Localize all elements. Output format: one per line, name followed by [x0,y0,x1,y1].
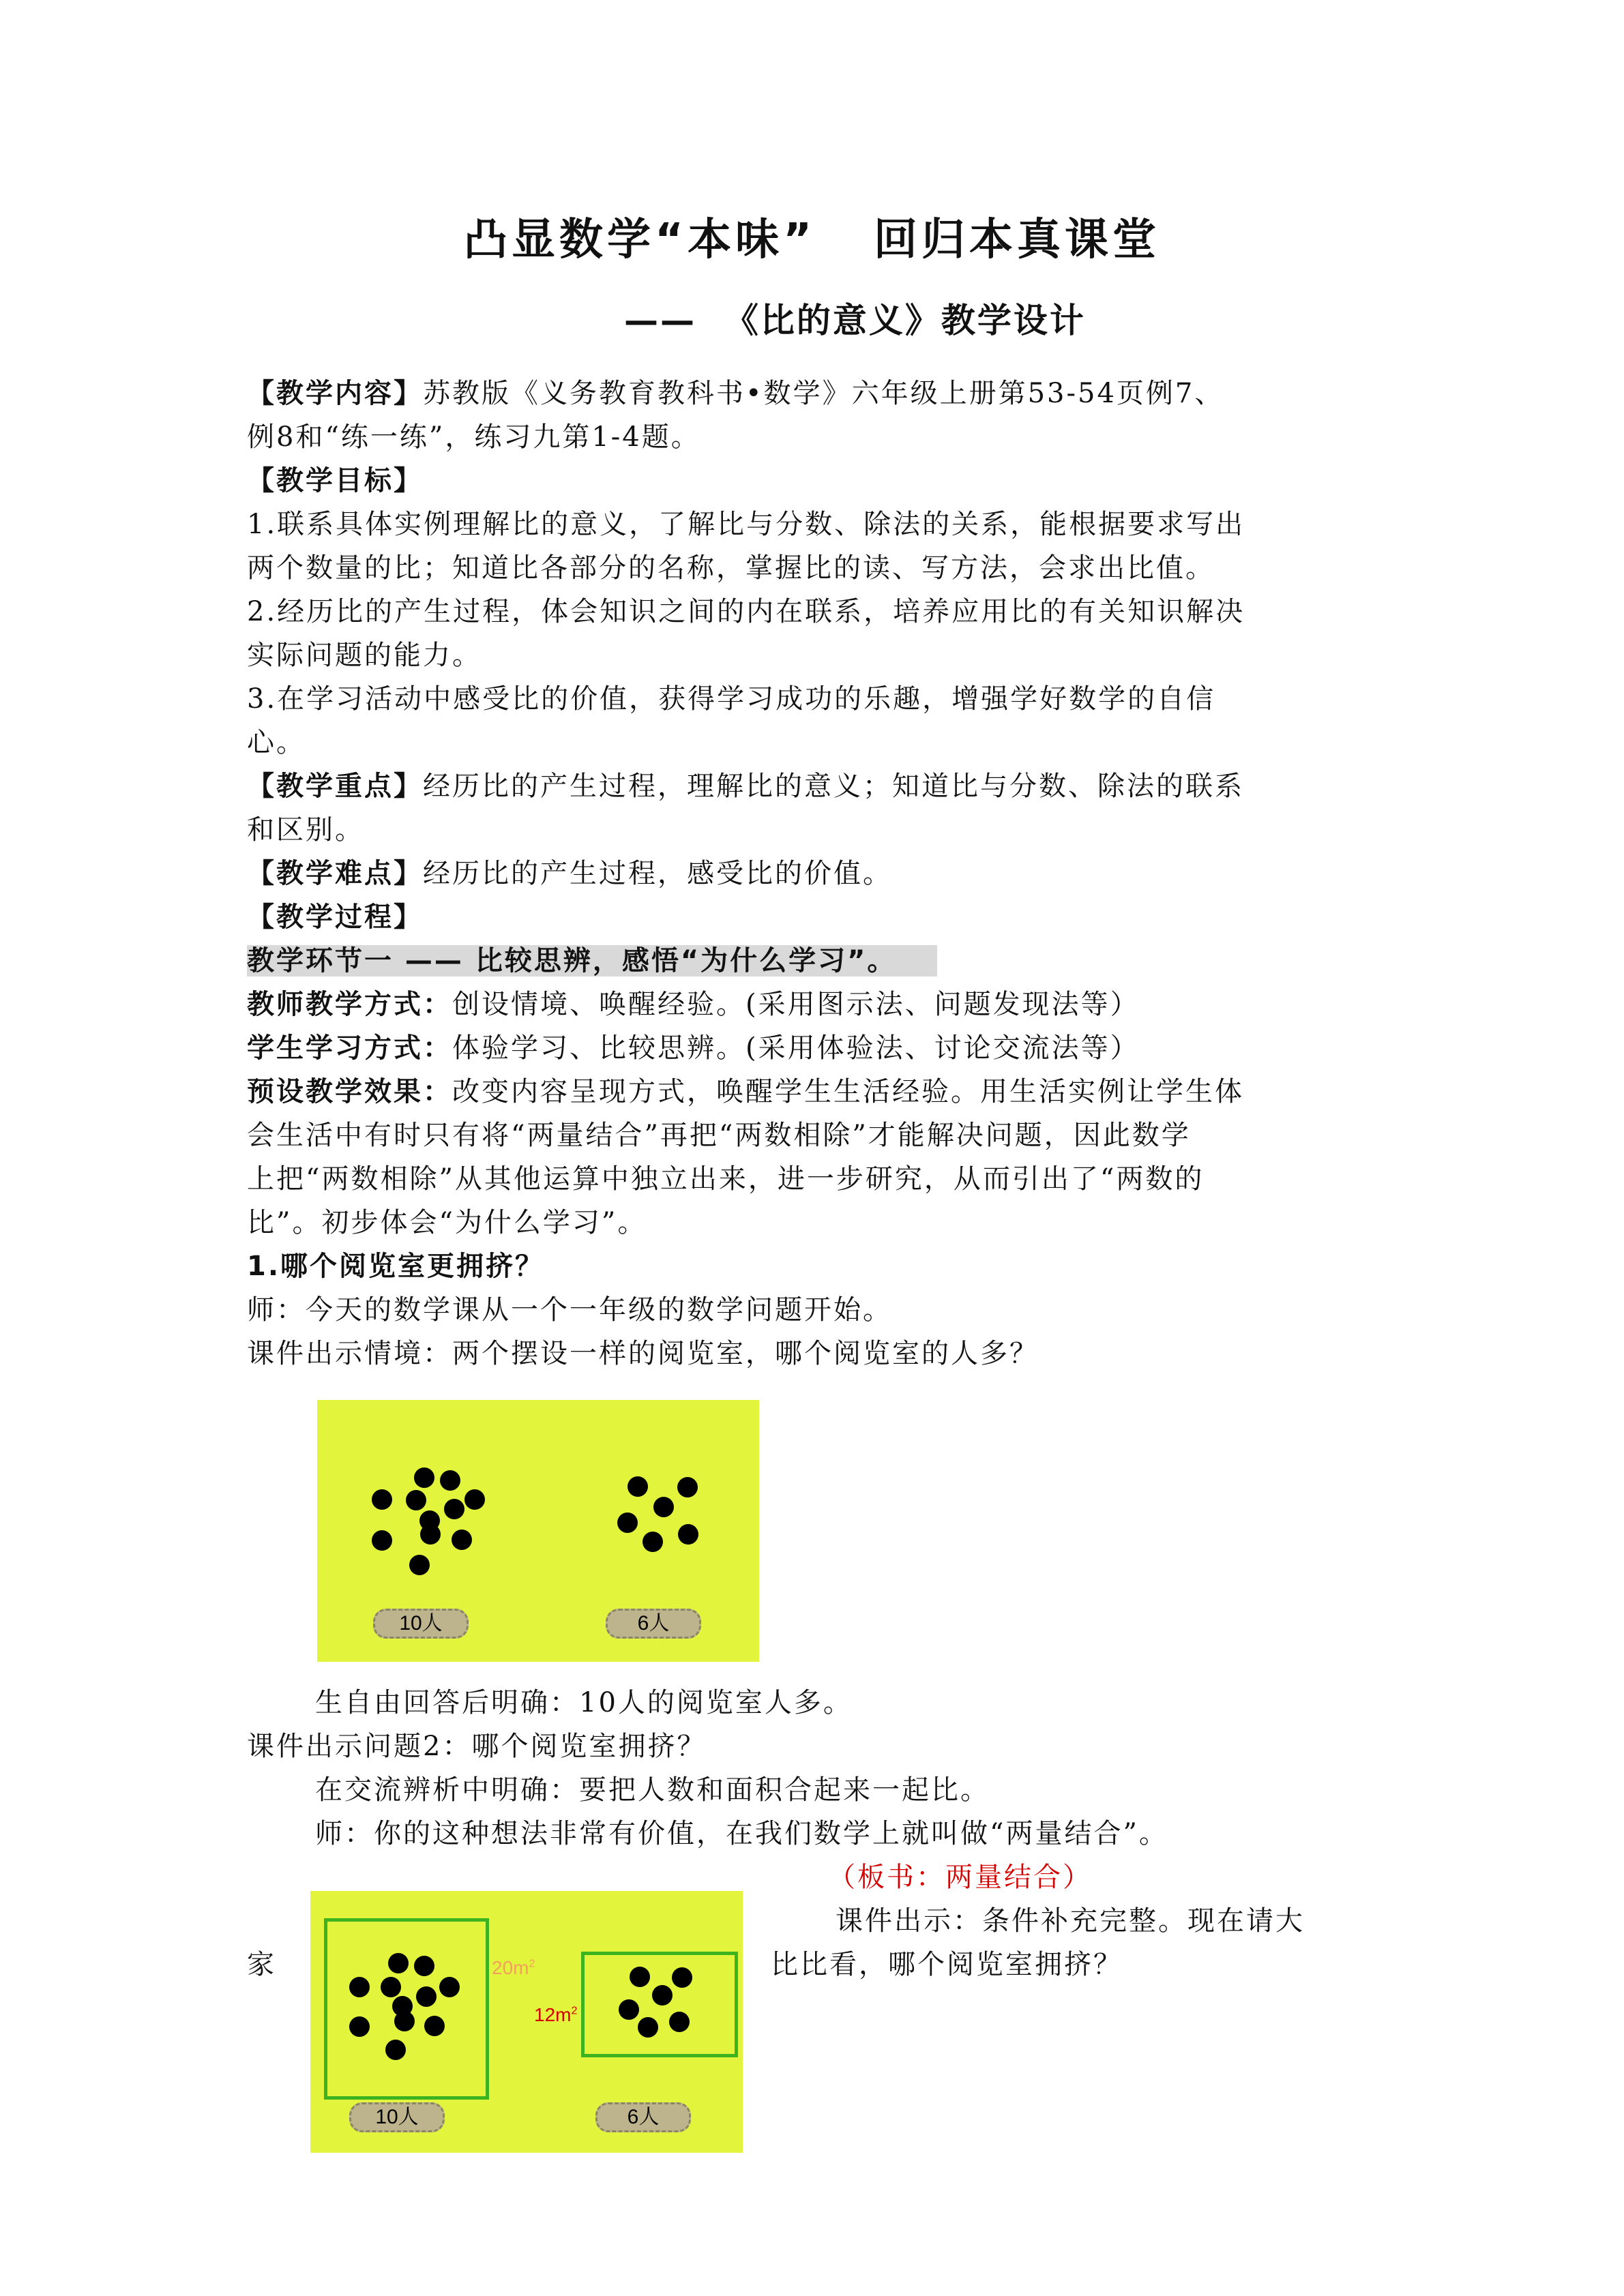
room-b-label: 6人 [606,1609,701,1639]
goal-2a: 2.经历比的产生过程，体会知识之间的内在联系，培养应用比的有关知识解决 [247,596,1245,627]
student-answer-line: 生自由回答后明确：10人的阅览室人多。 [315,1687,853,1718]
courseware-line-2-end: 家 [247,1949,276,1980]
person-dot [619,1999,639,2020]
key-line-2: 和区别。 [247,814,364,846]
content-line-2: 例8和“练一练”，练习九第1-4题。 [247,421,700,453]
content-line-1: 【教学内容】苏教版《义务教育教科书•数学》六年级上册第53-54页例7、 [247,378,1224,409]
discussion-line: 在交流辨析中明确：要把人数和面积合起来一起比。 [315,1774,990,1806]
page-subtitle: —— 《比的意义》教学设计 [624,301,1086,340]
figure-rooms-with-area [310,1891,743,2153]
teacher-line-2: 师：你的这种想法非常有价值，在我们数学上就叫做“两量结合”。 [315,1818,1168,1849]
courseware-line-1: 课件出示情境：两个摆设一样的阅览室，哪个阅览室的人多？ [247,1338,1039,1369]
room-a-area: $20m^2$ [492,1957,535,1978]
room-a-label: 10人 [349,2102,445,2132]
goal-3b: 心。 [247,727,306,758]
person-dot [444,1499,464,1519]
person-dot [388,1953,409,1973]
person-dot [439,1977,460,1997]
person-dot [424,2016,445,2036]
person-dot [464,1489,485,1510]
person-dot [617,1512,638,1533]
goal-1b: 两个数量的比；知道比各部分的名称，掌握比的读、写方法，会求出比值。 [247,552,1215,584]
key-label: 【教学重点】 [247,771,423,802]
effect-line-2: 会生活中有时只有将“两量结合”再把“两数相除”才能解决问题，因此数学 [247,1120,1191,1151]
person-dot [372,1489,392,1510]
stage-heading: 教学环节一 —— 比较思辨，感悟“为什么学习”。 [247,939,1365,983]
courseware-line-3: 比比看，哪个阅览室拥挤？ [771,1949,1123,1980]
person-dot [394,2011,415,2031]
teacher-line-1: 师：今天的数学课从一个一年级的数学问题开始。 [247,1294,892,1326]
room-b-area: $12m^2$ [534,2004,578,2025]
person-dot [638,2017,658,2038]
person-dot [678,1524,698,1545]
person-dot [643,1532,663,1552]
courseware-line-2: 课件出示：条件补充完整。现在请大 [836,1905,1305,1937]
person-dot [385,2040,406,2060]
board-note: （板书：两量结合） [828,1862,1092,1893]
person-dot [652,1985,673,2006]
person-dot [414,1956,434,1976]
content-label: 【教学内容】 [247,378,423,409]
person-dot [653,1497,674,1517]
question-1-heading: 1.哪个阅览室更拥挤？ [247,1251,545,1282]
figure-reading-rooms [317,1400,759,1662]
person-dot [349,1977,370,1997]
effect-line-4: 比”。初步体会“为什么学习”。 [247,1207,647,1238]
person-dot [414,1467,434,1488]
teacher-method: 教师教学方式：创设情境、唤醒经验。(采用图示法、问题发现法等） [247,989,1140,1020]
person-dot [409,1555,430,1575]
key-line-1: 【教学重点】经历比的产生过程，理解比的意义；知道比与分数、除法的联系 [247,771,1244,802]
person-dot [630,1967,650,1987]
process-label: 【教学过程】 [247,901,423,933]
room-a-label: 10人 [373,1609,469,1639]
person-dot [452,1530,472,1550]
person-dot [677,1477,698,1497]
difficulty-label: 【教学难点】 [247,858,423,889]
courseware-question-2: 课件出示问题2：哪个阅览室拥挤？ [247,1731,707,1762]
goal-label: 【教学目标】 [247,465,423,496]
person-dot [416,1986,437,2007]
goal-1a: 1.联系具体实例理解比的意义，了解比与分数、除法的关系，能根据要求写出 [247,509,1245,540]
person-dot [372,1530,392,1551]
person-dot [669,2012,690,2032]
goal-3a: 3.在学习活动中感受比的价值，获得学习成功的乐趣，增强学好数学的自信 [247,683,1216,715]
page-title: 凸显数学“本味” 回归本真课堂 [464,215,1160,265]
person-dot [628,1476,648,1497]
person-dot [349,2016,370,2037]
person-dot [381,1977,401,1997]
person-dot [440,1470,460,1491]
person-dot [406,1490,426,1510]
effect-line-3: 上把“两数相除”从其他运算中独立出来，进一步研究，从而引出了“两数的 [247,1163,1205,1195]
effect-line-1: 预设教学效果：改变内容呈现方式，唤醒学生生活经验。用生活实例让学生体 [247,1076,1244,1107]
room-b-label: 6人 [595,2102,691,2132]
goal-2b: 实际问题的能力。 [247,640,482,671]
person-dot [420,1524,441,1545]
person-dot [672,1967,692,1988]
student-method: 学生学习方式：体验学习、比较思辨。(采用体验法、讨论交流法等） [247,1032,1140,1064]
difficulty-line: 【教学难点】经历比的产生过程，感受比的价值。 [247,858,892,889]
